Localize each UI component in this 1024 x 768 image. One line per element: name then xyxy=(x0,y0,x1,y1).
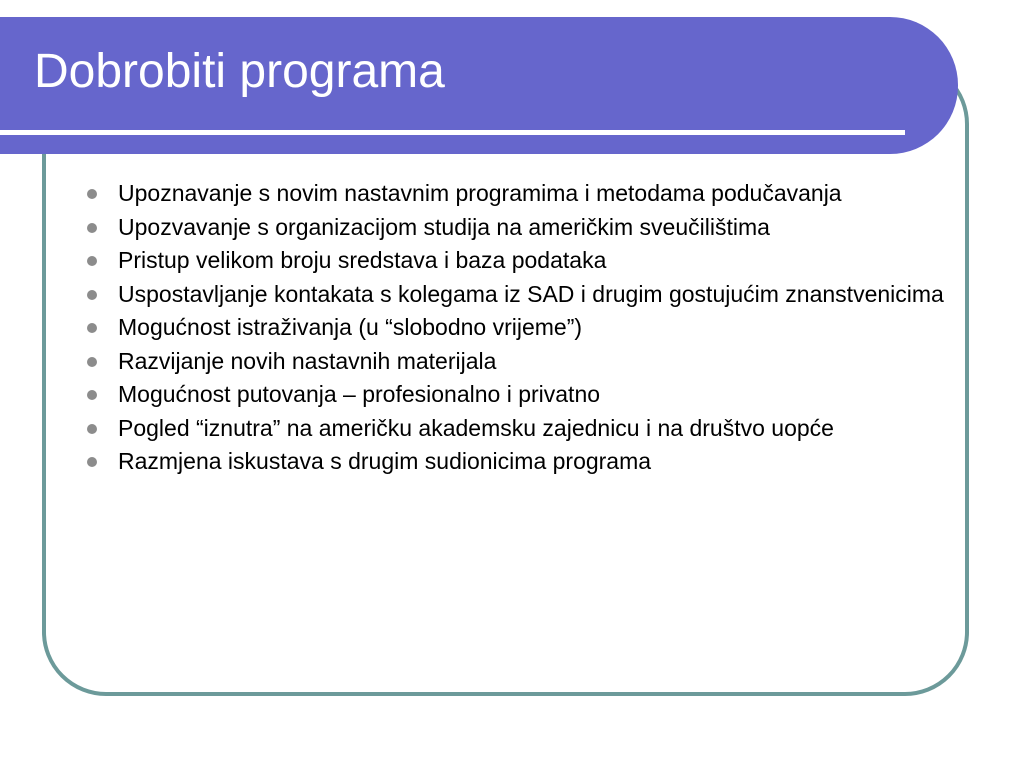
bullet-dot-icon xyxy=(87,357,97,367)
bullet-text: Razvijanje novih nastavnih materijala xyxy=(118,347,497,374)
bullet-text: Uspostavljanje kontakata s kolegama iz SAD i drugim gostujućim znanstvenicima xyxy=(118,280,944,307)
bullet-dot-icon xyxy=(87,290,97,300)
bullet-item xyxy=(86,448,946,474)
bullet-text: Pristup velikom broju sredstava i baza podataka xyxy=(118,247,607,273)
bullet-item xyxy=(86,281,946,307)
bullet-dot-icon xyxy=(87,323,97,333)
bullet-text: Mogućnost putovanja – profesionalno i privatno xyxy=(118,381,601,407)
bullet-dot-icon xyxy=(87,189,97,199)
bullet-item xyxy=(86,381,946,407)
bullet-text: Pogled “iznutra” na američku akademsku zajednicu i na društvo uopće xyxy=(118,414,834,441)
bullet-text: Upoznavanje s novim nastavnim programima i metodama podučavanja xyxy=(118,180,842,206)
bullet-item xyxy=(86,314,946,340)
bullet-text: Mogućnost istraživanja (u “slobodno vrijeme”) xyxy=(118,314,583,340)
bullet-item xyxy=(86,180,946,206)
bullet-list xyxy=(86,180,946,482)
bullet-text: Razmjena iskustava s drugim sudionicima programa xyxy=(118,448,652,474)
bullet-text: Upozvavanje s organizacijom studija na američkim sveučilištima xyxy=(118,213,770,240)
bullet-item xyxy=(86,214,946,240)
bullet-item xyxy=(86,247,946,273)
bullet-item xyxy=(86,415,946,441)
bullet-item xyxy=(86,348,946,374)
bullet-dot-icon xyxy=(87,457,97,467)
bullet-dot-icon xyxy=(87,390,97,400)
title-underline xyxy=(0,130,905,135)
bullet-dot-icon xyxy=(87,223,97,233)
slide-title: Dobrobiti programa xyxy=(34,45,445,98)
bullet-dot-icon xyxy=(87,256,97,266)
bullet-dot-icon xyxy=(87,424,97,434)
